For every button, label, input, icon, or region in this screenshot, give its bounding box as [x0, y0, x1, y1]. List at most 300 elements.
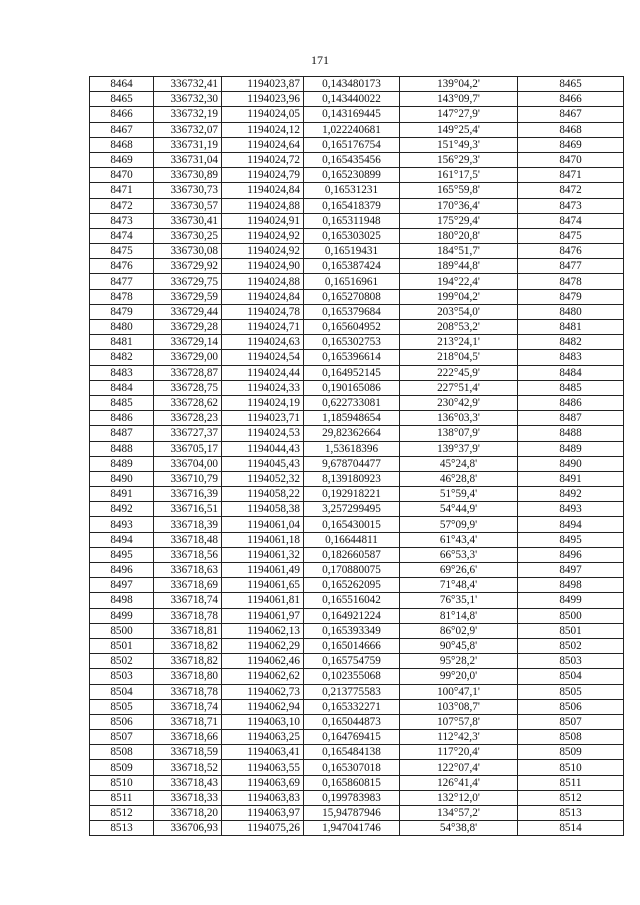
direction-angle-cell: 122°07,4'	[400, 760, 518, 775]
next-point-number-cell: 8498	[518, 578, 624, 593]
next-point-number-cell: 8484	[518, 365, 624, 380]
distance-cell: 9,678704477	[304, 456, 400, 471]
y-coordinate-cell: 1194063,69	[222, 775, 304, 790]
y-coordinate-cell: 1194024,84	[222, 183, 304, 198]
next-point-number-cell: 8508	[518, 730, 624, 745]
distance-cell: 0,164921224	[304, 608, 400, 623]
next-point-number-cell: 8496	[518, 547, 624, 562]
distance-cell: 0,165014666	[304, 638, 400, 653]
table-row	[90, 487, 624, 502]
y-coordinate-cell: 1194024,72	[222, 152, 304, 167]
direction-angle-cell: 107°57,8'	[400, 714, 518, 729]
table-row	[90, 775, 624, 790]
direction-angle-cell: 180°20,8'	[400, 228, 518, 243]
x-coordinate-cell: 336730,25	[154, 228, 222, 243]
distance-cell: 29,82362664	[304, 426, 400, 441]
distance-cell: 8,139180923	[304, 471, 400, 486]
distance-cell: 0,165860815	[304, 775, 400, 790]
x-coordinate-cell: 336718,20	[154, 806, 222, 821]
distance-cell: 0,190165086	[304, 380, 400, 395]
x-coordinate-cell: 336710,79	[154, 471, 222, 486]
point-number-cell: 8488	[90, 441, 154, 456]
table-row	[90, 684, 624, 699]
next-point-number-cell: 8470	[518, 152, 624, 167]
x-coordinate-cell: 336718,59	[154, 745, 222, 760]
y-coordinate-cell: 1194061,49	[222, 563, 304, 578]
distance-cell: 0,165332271	[304, 699, 400, 714]
direction-angle-cell: 230°42,9'	[400, 395, 518, 410]
direction-angle-cell: 45°24,8'	[400, 456, 518, 471]
x-coordinate-cell: 336732,41	[154, 77, 222, 92]
point-number-cell: 8467	[90, 122, 154, 137]
x-coordinate-cell: 336718,56	[154, 547, 222, 562]
table-row	[90, 426, 624, 441]
distance-cell: 0,102355068	[304, 669, 400, 684]
table-row	[90, 183, 624, 198]
point-number-cell: 8489	[90, 456, 154, 471]
table-row	[90, 638, 624, 653]
point-number-cell: 8473	[90, 213, 154, 228]
y-coordinate-cell: 1194044,43	[222, 441, 304, 456]
point-number-cell: 8468	[90, 137, 154, 152]
distance-cell: 0,199783983	[304, 790, 400, 805]
y-coordinate-cell: 1194024,64	[222, 137, 304, 152]
table-row	[90, 456, 624, 471]
direction-angle-cell: 139°04,2'	[400, 77, 518, 92]
next-point-number-cell: 8471	[518, 168, 624, 183]
y-coordinate-cell: 1194024,05	[222, 107, 304, 122]
distance-cell: 0,165303025	[304, 228, 400, 243]
next-point-number-cell: 8506	[518, 699, 624, 714]
next-point-number-cell: 8474	[518, 213, 624, 228]
x-coordinate-cell: 336731,04	[154, 152, 222, 167]
table-row	[90, 198, 624, 213]
direction-angle-cell: 69°26,6'	[400, 563, 518, 578]
direction-angle-cell: 66°53,3'	[400, 547, 518, 562]
next-point-number-cell: 8469	[518, 137, 624, 152]
y-coordinate-cell: 1194024,88	[222, 198, 304, 213]
y-coordinate-cell: 1194024,91	[222, 213, 304, 228]
table-row	[90, 806, 624, 821]
x-coordinate-cell: 336730,08	[154, 244, 222, 259]
point-number-cell: 8479	[90, 304, 154, 319]
distance-cell: 0,165387424	[304, 259, 400, 274]
point-number-cell: 8472	[90, 198, 154, 213]
y-coordinate-cell: 1194061,65	[222, 578, 304, 593]
next-point-number-cell: 8483	[518, 350, 624, 365]
next-point-number-cell: 8481	[518, 320, 624, 335]
point-number-cell: 8476	[90, 259, 154, 274]
table-row	[90, 244, 624, 259]
next-point-number-cell: 8466	[518, 92, 624, 107]
point-number-cell: 8477	[90, 274, 154, 289]
next-point-number-cell: 8493	[518, 502, 624, 517]
direction-angle-cell: 139°37,9'	[400, 441, 518, 456]
next-point-number-cell: 8468	[518, 122, 624, 137]
next-point-number-cell: 8499	[518, 593, 624, 608]
direction-angle-cell: 213°24,1'	[400, 335, 518, 350]
x-coordinate-cell: 336729,00	[154, 350, 222, 365]
next-point-number-cell: 8487	[518, 411, 624, 426]
point-number-cell: 8480	[90, 320, 154, 335]
y-coordinate-cell: 1194062,29	[222, 638, 304, 653]
table-row	[90, 213, 624, 228]
direction-angle-cell: 136°03,3'	[400, 411, 518, 426]
x-coordinate-cell: 336729,28	[154, 320, 222, 335]
point-number-cell: 8495	[90, 547, 154, 562]
y-coordinate-cell: 1194024,71	[222, 320, 304, 335]
x-coordinate-cell: 336729,75	[154, 274, 222, 289]
x-coordinate-cell: 336718,78	[154, 608, 222, 623]
direction-angle-cell: 61°43,4'	[400, 532, 518, 547]
direction-angle-cell: 112°42,3'	[400, 730, 518, 745]
y-coordinate-cell: 1194062,73	[222, 684, 304, 699]
next-point-number-cell: 8476	[518, 244, 624, 259]
x-coordinate-cell: 336718,71	[154, 714, 222, 729]
distance-cell: 0,192918221	[304, 487, 400, 502]
x-coordinate-cell: 336718,80	[154, 669, 222, 684]
next-point-number-cell: 8514	[518, 821, 624, 836]
point-number-cell: 8496	[90, 563, 154, 578]
distance-cell: 0,16516961	[304, 274, 400, 289]
next-point-number-cell: 8489	[518, 441, 624, 456]
next-point-number-cell: 8486	[518, 395, 624, 410]
next-point-number-cell: 8473	[518, 198, 624, 213]
x-coordinate-cell: 336718,63	[154, 563, 222, 578]
next-point-number-cell: 8511	[518, 775, 624, 790]
direction-angle-cell: 57°09,9'	[400, 517, 518, 532]
x-coordinate-cell: 336705,17	[154, 441, 222, 456]
y-coordinate-cell: 1194024,53	[222, 426, 304, 441]
table-row	[90, 517, 624, 532]
table-row	[90, 137, 624, 152]
point-number-cell: 8507	[90, 730, 154, 745]
distance-cell: 0,170880075	[304, 563, 400, 578]
point-number-cell: 8466	[90, 107, 154, 122]
y-coordinate-cell: 1194063,83	[222, 790, 304, 805]
y-coordinate-cell: 1194062,13	[222, 623, 304, 638]
table-row	[90, 228, 624, 243]
table-row	[90, 380, 624, 395]
x-coordinate-cell: 336718,48	[154, 532, 222, 547]
x-coordinate-cell: 336730,73	[154, 183, 222, 198]
table-row	[90, 365, 624, 380]
next-point-number-cell: 8512	[518, 790, 624, 805]
table-row	[90, 578, 624, 593]
direction-angle-cell: 170°36,4'	[400, 198, 518, 213]
direction-angle-cell: 126°41,4'	[400, 775, 518, 790]
distance-cell: 0,213775583	[304, 684, 400, 699]
direction-angle-cell: 99°20,0'	[400, 669, 518, 684]
next-point-number-cell: 8482	[518, 335, 624, 350]
direction-angle-cell: 194°22,4'	[400, 274, 518, 289]
table-row	[90, 152, 624, 167]
y-coordinate-cell: 1194024,63	[222, 335, 304, 350]
direction-angle-cell: 189°44,8'	[400, 259, 518, 274]
distance-cell: 0,143480173	[304, 77, 400, 92]
y-coordinate-cell: 1194024,84	[222, 289, 304, 304]
x-coordinate-cell: 336729,92	[154, 259, 222, 274]
y-coordinate-cell: 1194024,92	[222, 228, 304, 243]
y-coordinate-cell: 1194061,81	[222, 593, 304, 608]
y-coordinate-cell: 1194062,46	[222, 654, 304, 669]
distance-cell: 0,143169445	[304, 107, 400, 122]
distance-cell: 0,165044873	[304, 714, 400, 729]
next-point-number-cell: 8467	[518, 107, 624, 122]
distance-cell: 0,165270808	[304, 289, 400, 304]
x-coordinate-cell: 336732,07	[154, 122, 222, 137]
direction-angle-cell: 90°45,8'	[400, 638, 518, 653]
table-row	[90, 760, 624, 775]
direction-angle-cell: 100°47,1'	[400, 684, 518, 699]
x-coordinate-cell: 336731,19	[154, 137, 222, 152]
distance-cell: 0,182660587	[304, 547, 400, 562]
x-coordinate-cell: 336729,59	[154, 289, 222, 304]
next-point-number-cell: 8490	[518, 456, 624, 471]
y-coordinate-cell: 1194061,18	[222, 532, 304, 547]
point-number-cell: 8506	[90, 714, 154, 729]
table-row	[90, 745, 624, 760]
x-coordinate-cell: 336732,19	[154, 107, 222, 122]
x-coordinate-cell: 336730,41	[154, 213, 222, 228]
distance-cell: 0,165435456	[304, 152, 400, 167]
table-row	[90, 320, 624, 335]
next-point-number-cell: 8480	[518, 304, 624, 319]
point-number-cell: 8511	[90, 790, 154, 805]
point-number-cell: 8493	[90, 517, 154, 532]
coordinates-table	[89, 76, 624, 836]
direction-angle-cell: 81°14,8'	[400, 608, 518, 623]
y-coordinate-cell: 1194063,41	[222, 745, 304, 760]
x-coordinate-cell: 336732,30	[154, 92, 222, 107]
table-row	[90, 168, 624, 183]
next-point-number-cell: 8505	[518, 684, 624, 699]
point-number-cell: 8485	[90, 395, 154, 410]
distance-cell: 3,257299495	[304, 502, 400, 517]
distance-cell: 0,165307018	[304, 760, 400, 775]
table-row	[90, 350, 624, 365]
x-coordinate-cell: 336716,39	[154, 487, 222, 502]
x-coordinate-cell: 336718,66	[154, 730, 222, 745]
point-number-cell: 8486	[90, 411, 154, 426]
distance-cell: 15,94787946	[304, 806, 400, 821]
table-row	[90, 821, 624, 836]
table-row	[90, 122, 624, 137]
distance-cell: 0,165262095	[304, 578, 400, 593]
next-point-number-cell: 8494	[518, 517, 624, 532]
y-coordinate-cell: 1194024,19	[222, 395, 304, 410]
point-number-cell: 8503	[90, 669, 154, 684]
y-coordinate-cell: 1194061,97	[222, 608, 304, 623]
distance-cell: 1,185948654	[304, 411, 400, 426]
point-number-cell: 8508	[90, 745, 154, 760]
x-coordinate-cell: 336729,44	[154, 304, 222, 319]
table-row	[90, 563, 624, 578]
distance-cell: 0,165379684	[304, 304, 400, 319]
direction-angle-cell: 143°09,7'	[400, 92, 518, 107]
point-number-cell: 8502	[90, 654, 154, 669]
table-row	[90, 335, 624, 350]
x-coordinate-cell: 336728,23	[154, 411, 222, 426]
point-number-cell: 8487	[90, 426, 154, 441]
table-row	[90, 259, 624, 274]
direction-angle-cell: 222°45,9'	[400, 365, 518, 380]
distance-cell: 0,16519431	[304, 244, 400, 259]
distance-cell: 0,164769415	[304, 730, 400, 745]
next-point-number-cell: 8504	[518, 669, 624, 684]
next-point-number-cell: 8475	[518, 228, 624, 243]
y-coordinate-cell: 1194045,43	[222, 456, 304, 471]
distance-cell: 0,165230899	[304, 168, 400, 183]
x-coordinate-cell: 336729,14	[154, 335, 222, 350]
y-coordinate-cell: 1194063,25	[222, 730, 304, 745]
x-coordinate-cell: 336718,33	[154, 790, 222, 805]
next-point-number-cell: 8503	[518, 654, 624, 669]
y-coordinate-cell: 1194023,71	[222, 411, 304, 426]
next-point-number-cell: 8477	[518, 259, 624, 274]
x-coordinate-cell: 336728,75	[154, 380, 222, 395]
table-row	[90, 532, 624, 547]
distance-cell: 1,022240681	[304, 122, 400, 137]
x-coordinate-cell: 336718,39	[154, 517, 222, 532]
distance-cell: 0,165393349	[304, 623, 400, 638]
next-point-number-cell: 8500	[518, 608, 624, 623]
table-row	[90, 304, 624, 319]
direction-angle-cell: 156°29,3'	[400, 152, 518, 167]
x-coordinate-cell: 336718,74	[154, 593, 222, 608]
direction-angle-cell: 54°38,8'	[400, 821, 518, 836]
page-number: 171	[311, 53, 329, 67]
distance-cell: 1,947041746	[304, 821, 400, 836]
x-coordinate-cell: 336706,93	[154, 821, 222, 836]
point-number-cell: 8484	[90, 380, 154, 395]
direction-angle-cell: 76°35,1'	[400, 593, 518, 608]
point-number-cell: 8504	[90, 684, 154, 699]
y-coordinate-cell: 1194024,79	[222, 168, 304, 183]
point-number-cell: 8475	[90, 244, 154, 259]
distance-cell: 0,165418379	[304, 198, 400, 213]
x-coordinate-cell: 336718,82	[154, 638, 222, 653]
distance-cell: 0,164952145	[304, 365, 400, 380]
distance-cell: 0,143440022	[304, 92, 400, 107]
y-coordinate-cell: 1194062,94	[222, 699, 304, 714]
table-row	[90, 699, 624, 714]
x-coordinate-cell: 336730,57	[154, 198, 222, 213]
table-row	[90, 547, 624, 562]
y-coordinate-cell: 1194075,26	[222, 821, 304, 836]
table-row	[90, 669, 624, 684]
y-coordinate-cell: 1194052,32	[222, 471, 304, 486]
point-number-cell: 8505	[90, 699, 154, 714]
direction-angle-cell: 149°25,4'	[400, 122, 518, 137]
direction-angle-cell: 227°51,4'	[400, 380, 518, 395]
distance-cell: 0,165516042	[304, 593, 400, 608]
distance-cell: 0,165430015	[304, 517, 400, 532]
y-coordinate-cell: 1194024,44	[222, 365, 304, 380]
direction-angle-cell: 161°17,5'	[400, 168, 518, 183]
table-row	[90, 107, 624, 122]
distance-cell: 0,16531231	[304, 183, 400, 198]
table-body	[90, 77, 624, 836]
direction-angle-cell: 138°07,9'	[400, 426, 518, 441]
direction-angle-cell: 134°57,2'	[400, 806, 518, 821]
point-number-cell: 8500	[90, 623, 154, 638]
x-coordinate-cell: 336704,00	[154, 456, 222, 471]
y-coordinate-cell: 1194024,78	[222, 304, 304, 319]
next-point-number-cell: 8478	[518, 274, 624, 289]
distance-cell: 0,165484138	[304, 745, 400, 760]
point-number-cell: 8471	[90, 183, 154, 198]
y-coordinate-cell: 1194023,87	[222, 77, 304, 92]
point-number-cell: 8470	[90, 168, 154, 183]
direction-angle-cell: 218°04,5'	[400, 350, 518, 365]
x-coordinate-cell: 336718,43	[154, 775, 222, 790]
table-row	[90, 790, 624, 805]
next-point-number-cell: 8510	[518, 760, 624, 775]
y-coordinate-cell: 1194058,38	[222, 502, 304, 517]
x-coordinate-cell: 336716,51	[154, 502, 222, 517]
distance-cell: 1,53618396	[304, 441, 400, 456]
point-number-cell: 8512	[90, 806, 154, 821]
next-point-number-cell: 8513	[518, 806, 624, 821]
y-coordinate-cell: 1194058,22	[222, 487, 304, 502]
point-number-cell: 8494	[90, 532, 154, 547]
point-number-cell: 8491	[90, 487, 154, 502]
x-coordinate-cell: 336718,81	[154, 623, 222, 638]
point-number-cell: 8509	[90, 760, 154, 775]
next-point-number-cell: 8502	[518, 638, 624, 653]
point-number-cell: 8497	[90, 578, 154, 593]
distance-cell: 0,165754759	[304, 654, 400, 669]
next-point-number-cell: 8492	[518, 487, 624, 502]
distance-cell: 0,16644811	[304, 532, 400, 547]
y-coordinate-cell: 1194063,10	[222, 714, 304, 729]
x-coordinate-cell: 336728,87	[154, 365, 222, 380]
direction-angle-cell: 117°20,4'	[400, 745, 518, 760]
direction-angle-cell: 147°27,9'	[400, 107, 518, 122]
point-number-cell: 8482	[90, 350, 154, 365]
table-row	[90, 77, 624, 92]
next-point-number-cell: 8488	[518, 426, 624, 441]
x-coordinate-cell: 336718,52	[154, 760, 222, 775]
direction-angle-cell: 165°59,8'	[400, 183, 518, 198]
point-number-cell: 8478	[90, 289, 154, 304]
distance-cell: 0,165311948	[304, 213, 400, 228]
distance-cell: 0,165302753	[304, 335, 400, 350]
table-row	[90, 502, 624, 517]
direction-angle-cell: 132°12,0'	[400, 790, 518, 805]
table-row	[90, 441, 624, 456]
point-number-cell: 8465	[90, 92, 154, 107]
next-point-number-cell: 8491	[518, 471, 624, 486]
table-row	[90, 395, 624, 410]
next-point-number-cell: 8497	[518, 563, 624, 578]
direction-angle-cell: 203°54,0'	[400, 304, 518, 319]
y-coordinate-cell: 1194023,96	[222, 92, 304, 107]
table-row	[90, 608, 624, 623]
next-point-number-cell: 8509	[518, 745, 624, 760]
point-number-cell: 8513	[90, 821, 154, 836]
x-coordinate-cell: 336728,62	[154, 395, 222, 410]
point-number-cell: 8498	[90, 593, 154, 608]
table-row	[90, 654, 624, 669]
table-row	[90, 411, 624, 426]
y-coordinate-cell: 1194062,62	[222, 669, 304, 684]
y-coordinate-cell: 1194061,32	[222, 547, 304, 562]
table-row	[90, 623, 624, 638]
point-number-cell: 8464	[90, 77, 154, 92]
direction-angle-cell: 151°49,3'	[400, 137, 518, 152]
